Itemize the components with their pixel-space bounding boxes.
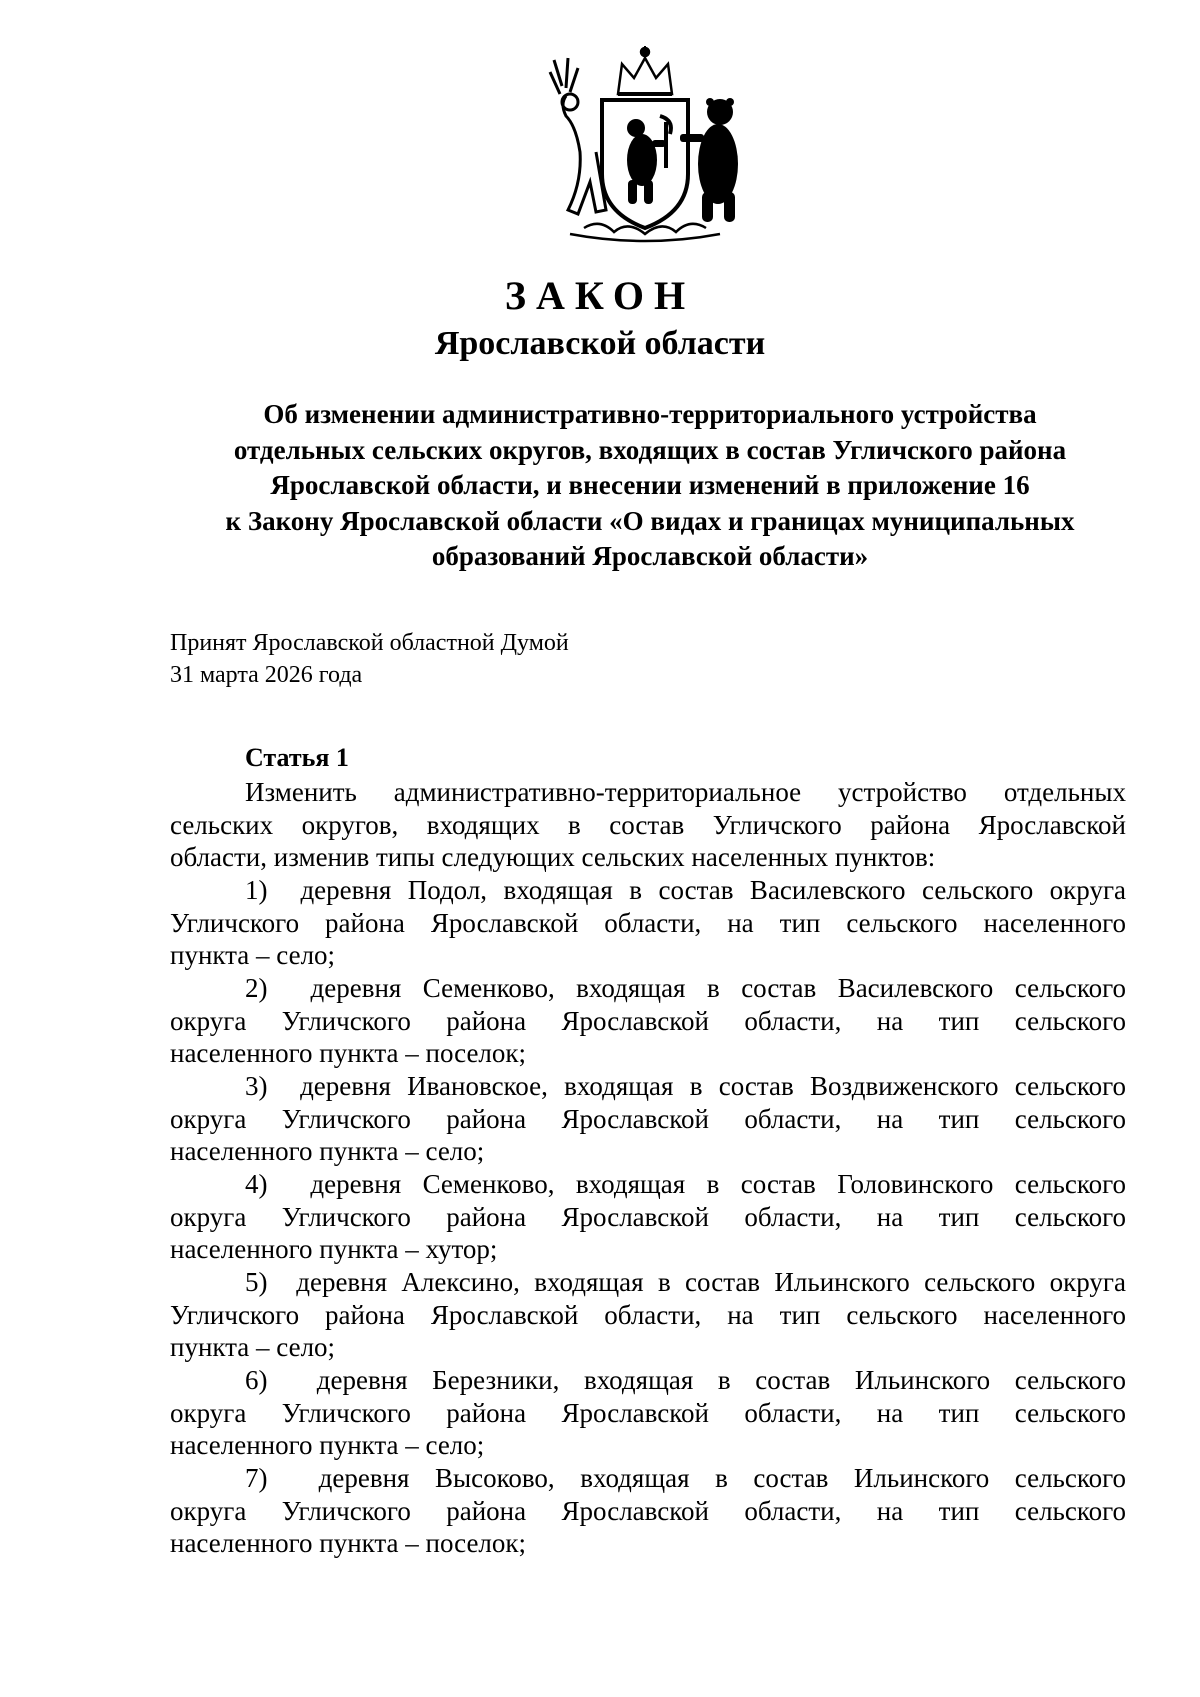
list-item-first-line: [245, 874, 1126, 907]
list-item-number: 7): [245, 1463, 268, 1493]
adoption-note: [170, 627, 569, 691]
list-item-line: округа Угличского района Ярославской области, на тип сельского: [170, 1496, 1126, 1526]
list-item-text: деревня Березники, входящая в состав Ильинского сельского: [316, 1365, 1126, 1395]
list-item-number: 3): [245, 1071, 268, 1101]
list-item-first-line: [245, 1462, 1126, 1495]
list-item-line: округа Угличского района Ярославской области, на тип сельского: [170, 1202, 1126, 1232]
list-item-number: 6): [245, 1365, 268, 1395]
list-item-text: деревня Семенково, входящая в состав Василевского сельского: [310, 973, 1127, 1003]
list-item-text: деревня Высоково, входящая в состав Ильинского сельского: [318, 1463, 1127, 1493]
document-subtitle: Ярославской области: [434, 325, 766, 362]
list-item-first-line: [245, 1364, 1126, 1397]
law-title-line: Об изменении административно-территориального устройства: [263, 399, 1037, 429]
list-item-line: населенного пункта – село;: [170, 1430, 485, 1460]
list-item-line: пункта – село;: [170, 1332, 336, 1362]
list-item-line: населенного пункта – село;: [170, 1136, 485, 1166]
list-item-line: населенного пункта – поселок;: [170, 1038, 527, 1068]
list-item-line: Угличского района Ярославской области, на тип сельского населенного: [170, 908, 1126, 938]
list-item-first-line: [245, 1070, 1126, 1103]
document-title: ЗАКОН: [504, 273, 696, 318]
adoption-date: 31 марта 2026 года: [170, 662, 363, 688]
list-item-number: 1): [245, 875, 268, 905]
list-item-line: населенного пункта – поселок;: [170, 1528, 527, 1558]
article-intro-line: сельских округов, входящих в состав Угличского района Ярославской: [170, 810, 1126, 840]
list-item-number: 2): [245, 973, 268, 1003]
list-item-first-line: [245, 972, 1126, 1005]
list-item-line: округа Угличского района Ярославской области, на тип сельского: [170, 1104, 1126, 1134]
list-item-line: округа Угличского района Ярославской области, на тип сельского: [170, 1398, 1126, 1428]
list-item-number: 4): [245, 1169, 268, 1199]
article-title: Статья 1: [245, 743, 349, 772]
list-item-first-line: [245, 1168, 1126, 1201]
yaroslavl-coat-of-arms-icon: [530, 42, 760, 247]
list-item-line: пункта – село;: [170, 940, 336, 970]
list-item-number: 5): [245, 1267, 268, 1297]
list-item-text: деревня Семенково, входящая в состав Головинского сельского: [310, 1169, 1126, 1199]
list-item-text: деревня Подол, входящая в состав Василевского сельского округа: [300, 875, 1127, 905]
law-title-line: Ярославской области, и внесении изменений в приложение 16: [270, 470, 1030, 500]
list-item-first-line: [245, 1266, 1126, 1299]
adoption-body: Принят Ярославской областной Думой: [170, 630, 569, 656]
list-item-line: Угличского района Ярославской области, на тип сельского населенного: [170, 1300, 1126, 1330]
list-item-line: округа Угличского района Ярославской области, на тип сельского: [170, 1006, 1126, 1036]
law-title: [170, 397, 1130, 575]
list-item-line: населенного пункта – хутор;: [170, 1234, 498, 1264]
list-item-text: деревня Ивановское, входящая в состав Воздвиженского сельского: [300, 1071, 1127, 1101]
article-intro-line: области, изменив типы следующих сельских населенных пунктов:: [170, 842, 936, 872]
article-intro-line: Изменить административно-территориальное устройство отдельных: [245, 777, 1126, 807]
law-title-line: отдельных сельских округов, входящих в состав Угличского района: [233, 434, 1067, 465]
law-title-line: к Закону Ярославской области «О видах и границах муниципальных: [225, 505, 1075, 536]
list-item-text: деревня Алексино, входящая в состав Ильинского сельского округа: [296, 1267, 1126, 1297]
law-title-line: образований Ярославской области»: [431, 541, 869, 571]
